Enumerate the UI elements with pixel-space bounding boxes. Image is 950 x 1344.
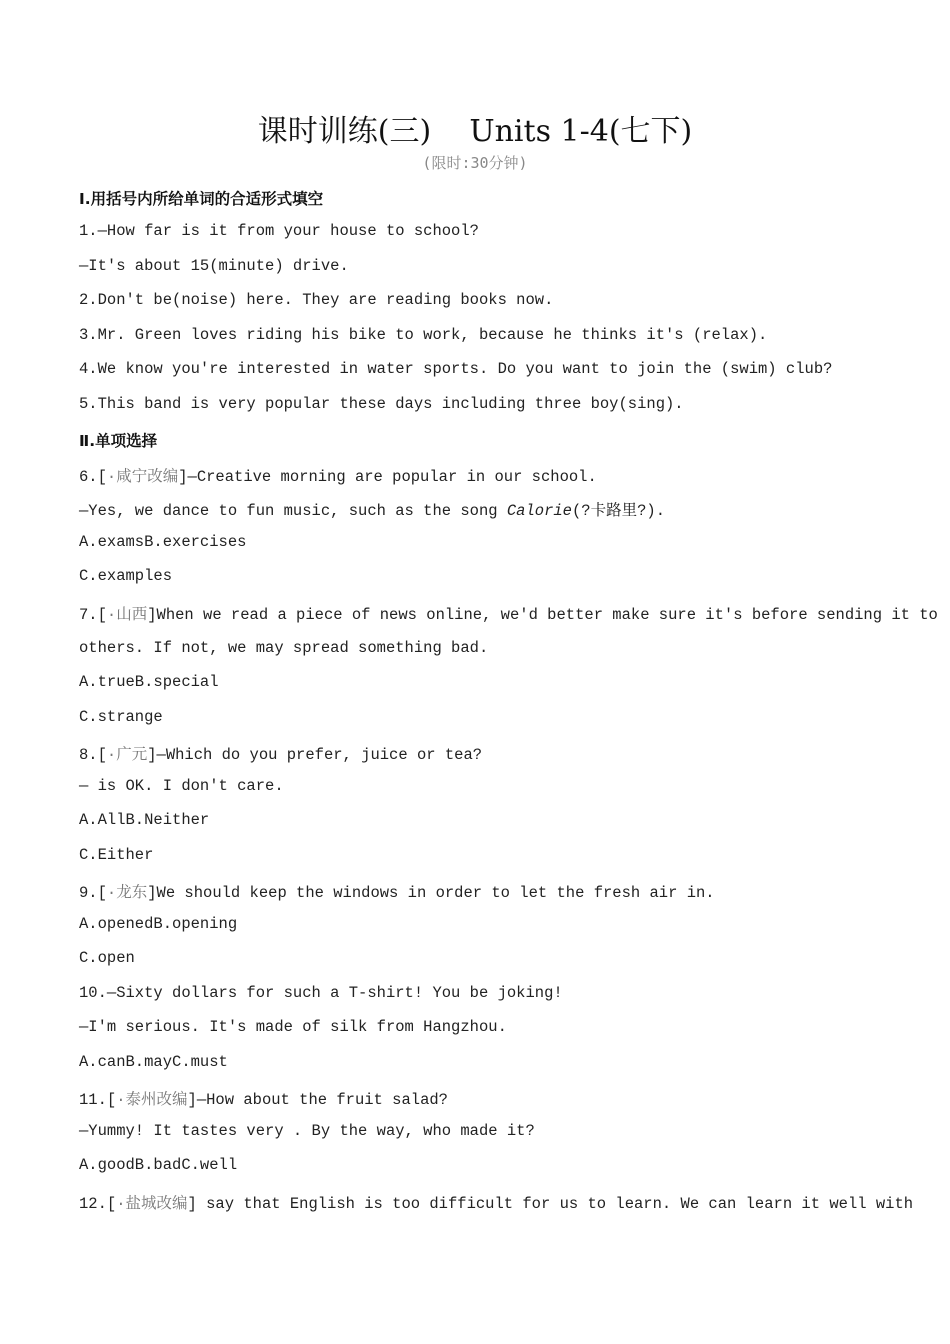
question-9-option-c: C.open [79, 949, 135, 967]
question-10-line-2: —I'm serious. It's made of silk from Hangzhou. [79, 1018, 507, 1036]
question-9-line-1: 9.[·龙东]We should keep the windows in order to let the fresh air in. [79, 884, 715, 902]
question-11-line-1: 11.[·泰州改编]—How about the fruit salad? [79, 1091, 448, 1109]
question-10-line-1: 10.—Sixty dollars for such a T-shirt! You be joking! [79, 984, 563, 1002]
question-8-line-1: 8.[·广元]—Which do you prefer, juice or tea? [79, 746, 483, 764]
question-12-line-1: 12.[·盐城改编] say that English is too difficult for us to learn. We can learn it well with [79, 1195, 914, 1213]
question-11-options: A.goodB.badC.well [79, 1156, 238, 1174]
question-source: ·龙东 [106, 884, 148, 902]
question-6-option-c: C.examples [79, 567, 173, 585]
question-8-options-ab: A.AllB.Neither [79, 811, 210, 829]
question-11-line-2: —Yummy! It tastes very . By the way, who made it? [79, 1122, 535, 1140]
question-7-options-ab: A.trueB.special [79, 673, 219, 691]
page-title: 课时训练(三) Units 1-4(七下) [257, 114, 693, 149]
question-source: ·泰州改编 [116, 1091, 188, 1109]
song-title: Calorie [506, 502, 572, 520]
question-6-line-2: —Yes, we dance to fun music, such as the song Calorie(?卡路里?). [79, 502, 666, 520]
question-source: ·山西 [106, 606, 148, 624]
question-6-options-ab: A.examsB.exercises [79, 533, 247, 551]
question-7-option-c: C.strange [79, 708, 163, 726]
question-1-line-2: —It's about 15(minute) drive. [79, 257, 349, 275]
question-3: 3.Mr. Green loves riding his bike to work, because he thinks it's (relax). [79, 326, 768, 344]
question-8-option-c: C.Either [79, 846, 154, 864]
question-10-options: A.canB.mayC.must [79, 1053, 228, 1071]
question-7-line-1: 7.[·山西]When we read a piece of news online, we'd better make sure it's before sending it to [79, 606, 938, 624]
time-limit: (限时:30分钟) [422, 154, 528, 172]
question-4: 4.We know you're interested in water sports. Do you want to join the (swim) club? [79, 360, 833, 378]
question-2: 2.Don't be(noise) here. They are reading books now. [79, 291, 554, 309]
question-source: ·广元 [106, 746, 148, 764]
question-6-line-1: 6.[·咸宁改编]—Creative morning are popular in our school. [79, 468, 597, 486]
section-1-heading: Ⅰ.用括号内所给单词的合适形式填空 [79, 190, 324, 208]
question-5: 5.This band is very popular these days including three boy(sing). [79, 395, 684, 413]
question-source: ·盐城改编 [116, 1195, 188, 1213]
question-7-line-2: others. If not, we may spread something bad. [79, 639, 489, 657]
question-9-options-ab: A.openedB.opening [79, 915, 238, 933]
question-source: ·咸宁改编 [106, 468, 179, 486]
question-1-line-1: 1.—How far is it from your house to school? [79, 222, 479, 240]
section-2-heading: Ⅱ.单项选择 [79, 432, 158, 450]
question-8-line-2: — is OK. I don't care. [79, 777, 284, 795]
